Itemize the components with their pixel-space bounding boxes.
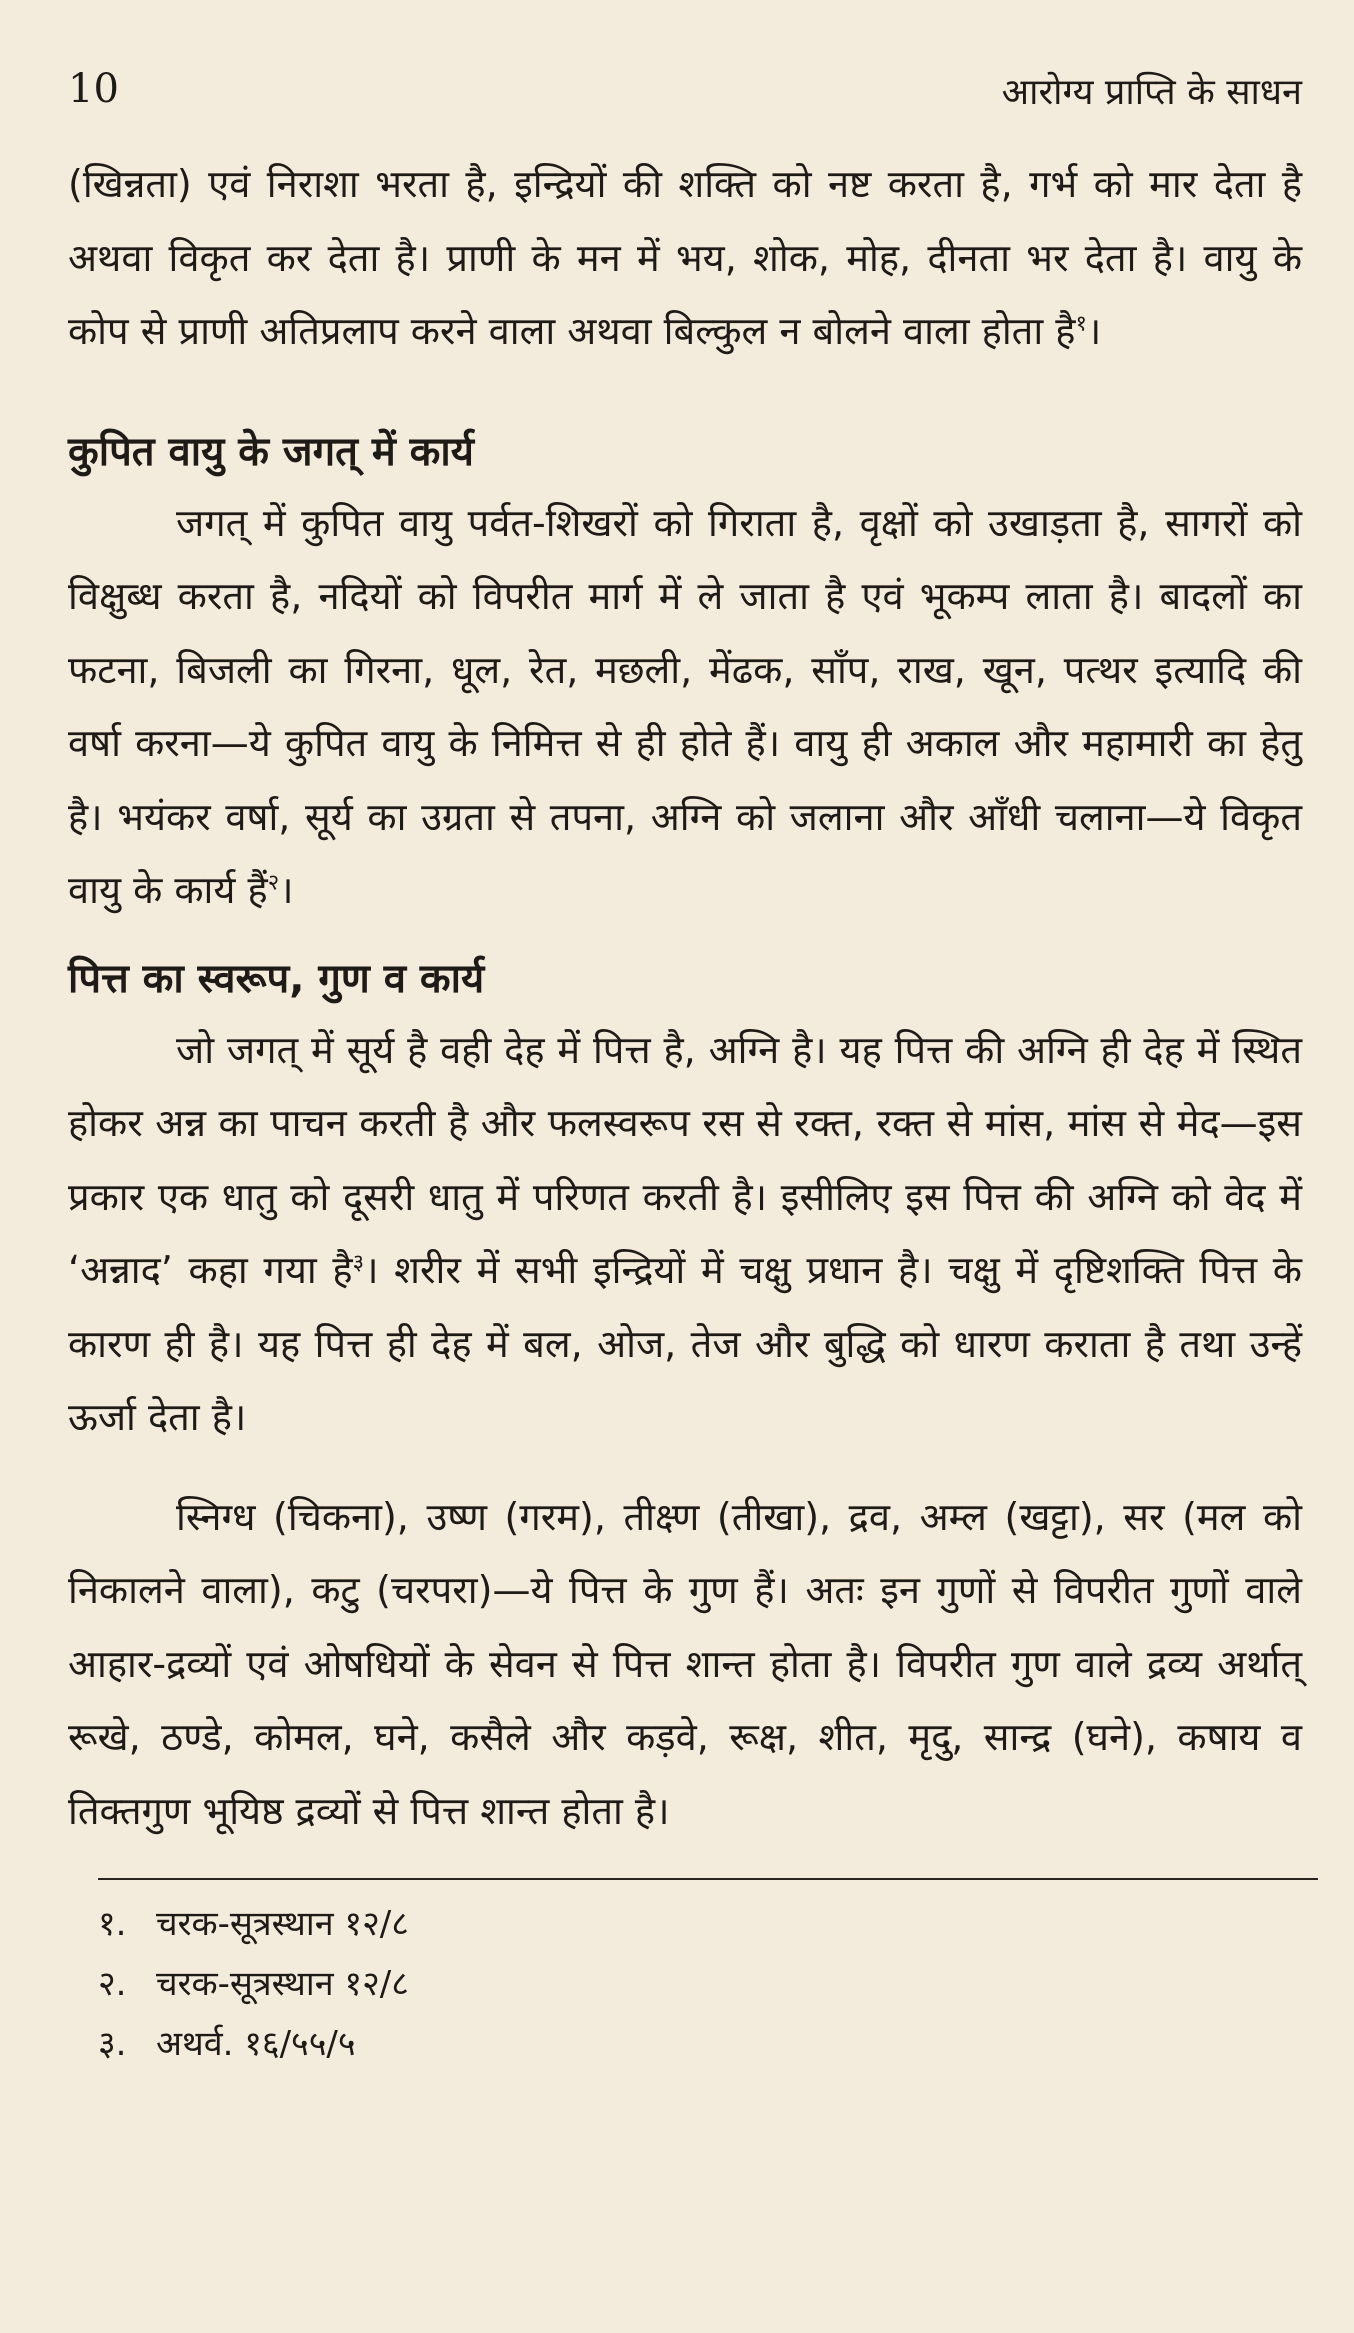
paragraph-text: जगत् में कुपित वायु पर्वत-शिखरों को गिराता है, वृक्षों को उखाड़ता है, सागरों को विक्षुब्ध करता है, नदियों को विपरीत मार्ग में ले जाता है एवं भूकम्प लाता है। बादलों का फटना, बिजली का गिरना, धूल, रेत, मछली, मेंढक, साँप, राख, खून, पत्थर इत्यादि की वर्षा करना—ये कुपित वायु के निमित्त से ही होते हैं। वायु ही अकाल और महामारी का हेतु है। भयंकर वर्षा, सूर्य का उग्रता से तपना, अग्नि को जलाना और आँधी चलाना—ये विकृत वायु के कार्य हैं bbox=[68, 500, 1302, 912]
paragraph-end: । bbox=[1086, 309, 1102, 353]
footnote bbox=[98, 2014, 1302, 2074]
section-heading: पित्त का स्वरूप, गुण व कार्य bbox=[68, 955, 485, 1002]
footnote-text: चरक-सूत्रस्थान १२/८ bbox=[156, 1904, 409, 1944]
footnote-ref: १ bbox=[1075, 311, 1087, 337]
paragraph-text: जो जगत् में सूर्य है वही देह में पित्त है, अग्नि है। यह पित्त की अग्नि ही देह में स्थित होकर अन्न का पाचन करती है और फलस्वरूप रस से रक्त, रक्त से मांस, मांस से मेद—इस प्रकार एक धातु को दूसरी धातु में परिणत करती है। इसीलिए इस पित्त की अग्नि को वेद में ‘अन्नाद’ कहा गया है bbox=[68, 1027, 1302, 1292]
footnote-divider bbox=[98, 1878, 1318, 1880]
page-number: 10 bbox=[68, 66, 119, 112]
paragraph bbox=[68, 1014, 1302, 1455]
paragraph: स्निग्ध (चिकना), उष्ण (गरम), तीक्ष्ण (तीखा), द्रव, अम्ल (खट्टा), सर (मल को निकालने वाला), कटु (चरपरा)—ये पित्त के गुण हैं। अतः इन गुणों से विपरीत गुणों वाले आहार-द्रव्यों एवं ओषधियों के सेवन से पित्त शान्त होता है। विपरीत गुण वाले द्रव्य अर्थात् रूखे, ठण्डे, कोमल, घने, कसैले और कड़वे, रूक्ष, शीत, मृदु, सान्द्र (घने), कषाय व तिक्तगुण भूयिष्ठ द्रव्यों से पित्त शान्त होता है। bbox=[68, 1494, 1302, 1833]
footnote bbox=[98, 1894, 1302, 1954]
footnote-ref: २ bbox=[267, 870, 280, 896]
footnotes bbox=[68, 1894, 1302, 2074]
footnote-text: चरक-सूत्रस्थान १२/८ bbox=[156, 1964, 409, 2004]
footnote-text: अथर्व. १६/५५/५ bbox=[156, 2024, 356, 2064]
footnote bbox=[98, 1954, 1302, 2014]
footnote-number: १. bbox=[98, 1904, 127, 1944]
paragraph bbox=[68, 148, 1302, 369]
footnote-number: २. bbox=[98, 1964, 127, 2004]
running-title: आरोग्य प्राप्ति के साधन bbox=[1001, 72, 1302, 113]
page-content bbox=[68, 148, 1302, 2074]
footnote-number: ३. bbox=[98, 2024, 127, 2064]
section-heading: कुपित वायु के जगत् में कार्य bbox=[68, 428, 474, 475]
paragraph bbox=[68, 487, 1302, 928]
paragraph-text: । शरीर में सभी इन्द्रियों में चक्षु प्रधान है। चक्षु में दृष्टिशक्ति पित्त के कारण ही है। यह पित्त ही देह में बल, ओज, तेज और बुद्धि को धारण कराता है तथा उन्हें ऊर्जा देता है। bbox=[68, 1248, 1302, 1439]
footnote-ref: ३ bbox=[352, 1250, 365, 1276]
page-header bbox=[68, 66, 1302, 126]
paragraph-end: । bbox=[279, 868, 294, 912]
paragraph-text: (खिन्नता) एवं निराशा भरता है, इन्द्रियों की शक्ति को नष्ट करता है, गर्भ को मार देता है अथवा विकृत कर देता है। प्राणी के मन में भय, शोक, मोह, दीनता भर देता है। वायु के कोप से प्राणी अतिप्रलाप करने वाला अथवा बिल्कुल न बोलने वाला होता है bbox=[68, 162, 1302, 353]
